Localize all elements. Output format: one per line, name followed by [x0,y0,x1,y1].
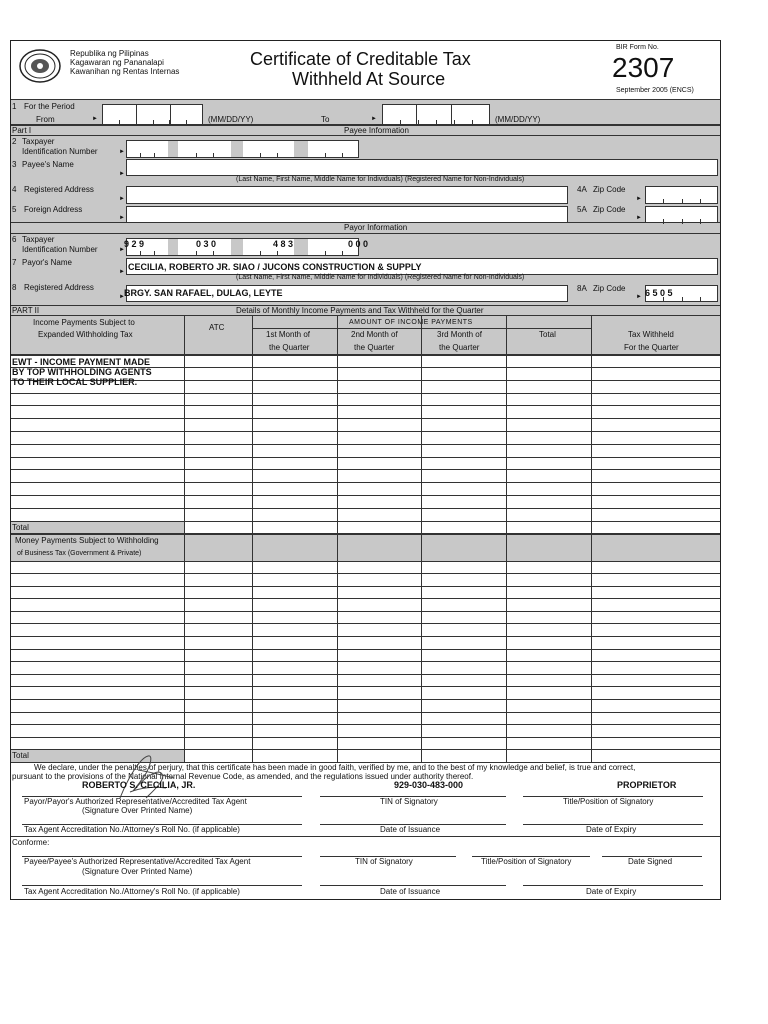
tin-separator [231,239,243,255]
col-m3-1: 3rd Month of [437,330,482,339]
table-column-line [184,316,185,762]
col-amount: AMOUNT OF INCOME PAYMENTS [349,319,473,326]
box-tick [418,120,419,125]
payee-zip-label: Zip Code [593,185,626,194]
table-row-line [11,457,720,458]
table-column-line [506,316,507,762]
payor-address-label: Registered Address [24,283,94,292]
box-tick [260,251,261,256]
payee-tin-label2: Identification Number [22,147,98,156]
col-m3-2: the Quarter [439,343,480,352]
col-m2-2: the Quarter [354,343,395,352]
arrow-right-icon: ► [119,196,125,202]
signer-name: ROBERTO S. CECILIA, JR. [82,780,196,790]
date-divider [416,104,417,125]
table-row-line [11,495,720,496]
payor-zip-num: 8A [577,284,587,293]
tin-separator [168,239,178,255]
payor-address-value: BRGY. SAN RAFAEL, DULAG, LEYTE [124,288,283,298]
table-row-line [11,469,720,470]
period-to-hint: (MM/DD/YY) [495,115,541,124]
arrow-right-icon: ► [92,116,98,122]
table-column-line [421,316,422,762]
box-tick [400,120,401,125]
payee-address-num: 4 [12,185,17,194]
part1-title: Payee Information [344,126,409,135]
title-signatory-label-2: Title/Position of Signatory [481,857,572,866]
tin-signatory-label-2: TIN of Signatory [355,857,413,866]
payor-tin-group4: 0 0 0 [348,239,369,249]
box-tick [277,153,278,158]
payor-name-label: Payor's Name [22,258,72,267]
foreign-address-num: 5 [12,205,17,214]
form-label: BIR Form No. [616,44,659,51]
period-to-label: To [321,115,330,124]
col-m1-1: 1st Month of [266,330,311,339]
payor-rep-sub: (Signature Over Printed Name) [82,806,193,815]
agency-line2: Kagawaran ng Pananalapi [70,58,164,67]
declaration-text1: We declare, under the penalties of perjury, that this certificate has been made in good faith, verified by me, and to the best of my knowledge and belief, is true and correct, [34,763,636,772]
arrow-right-icon: ► [119,294,125,300]
box-tick [700,297,701,302]
table-row-line [11,649,720,650]
table-row-line [11,598,720,599]
table-row-line [11,724,720,725]
form-number: 2307 [612,52,675,83]
table-row-line [11,573,720,574]
date-divider [170,104,171,125]
tin-separator [294,141,308,157]
part2-label: PART II [12,306,40,315]
box-tick [325,153,326,158]
period-from-hint: (MM/DD/YY) [208,115,254,124]
payor-rep-label: Payor/Payor's Authorized Representative/Accredited Tax Agent [24,797,247,806]
period-num: 1 [12,102,17,111]
date-divider [451,104,452,125]
entry-line2: BY TOP WITHHOLDING AGENTS [12,367,152,377]
accreditation-label-2: Tax Agent Accreditation No./Attorney's Roll No. (if applicable) [24,887,240,896]
payor-tin-group1: 9 2 9 [124,239,145,249]
table-row-line [11,636,720,637]
payee-name-hint: (Last Name, First Name, Middle Name for Individuals) (Registered Name for Non-Individuals) [236,176,525,183]
payor-zip-value: 6 5 0 5 [645,288,673,298]
agency-line3: Kawanihan ng Rentas Internas [70,67,180,76]
box-tick [140,153,141,158]
table-row-line [11,405,720,406]
col-tax-2: For the Quarter [624,343,679,352]
payee-name-field[interactable] [126,159,718,176]
table-row-line [11,534,720,535]
tin-separator [168,141,178,157]
col-atc: ATC [209,323,225,332]
payor-tin-group3: 4 8 3 [273,239,294,249]
date-expiry-label: Date of Expiry [586,825,637,834]
box-tick [325,251,326,256]
conforme-label: Conforme: [12,838,50,847]
entry-line3: TO THEIR LOCAL SUPPLIER. [12,377,138,387]
table-row-line [11,737,720,738]
table-column-line [591,316,592,762]
table-row-line [11,431,720,432]
payor-name-num: 7 [12,258,17,267]
table-row-line [11,686,720,687]
box-tick [700,199,701,204]
table-row-line [11,586,720,587]
arrow-right-icon: ► [371,116,377,122]
payee-name-num: 3 [12,160,17,169]
arrow-right-icon: ► [119,215,125,221]
box-tick [140,251,141,256]
form-version: September 2005 (ENCS) [616,87,694,94]
payee-zip-num: 4A [577,185,587,194]
total-label-1: Total [12,523,29,532]
box-tick [154,153,155,158]
box-tick [342,153,343,158]
period-from-label: From [36,115,55,124]
table-row-line [11,561,720,562]
table-row-line [11,699,720,700]
date-issuance-label-2: Date of Issuance [380,887,441,896]
money-label-2: of Business Tax (Government & Private) [17,550,142,557]
entry-line1: EWT - INCOME PAYMENT MADE [12,357,151,367]
payor-name-hint: (Last Name, First Name, Middle Name for Individuals) (Registered Name for Non-Individuals) [236,274,525,281]
accreditation-label: Tax Agent Accreditation No./Attorney's Roll No. (if applicable) [24,825,240,834]
box-tick [700,219,701,224]
box-tick [277,251,278,256]
payor-zip-label: Zip Code [593,284,626,293]
money-label-1: Money Payments Subject to Withholding [15,536,159,545]
table-row-line [11,508,720,509]
box-tick [682,199,683,204]
payor-tin-num: 6 [12,235,17,244]
agency-line1: Republika ng Pilipinas [70,49,149,58]
period-label: For the Period [24,102,75,111]
total-label-2: Total [12,751,29,760]
col-m2-1: 2nd Month of [351,330,398,339]
box-tick [682,219,683,224]
arrow-right-icon: ► [119,149,125,155]
table-row-line [11,482,720,483]
payor-address-num: 8 [12,283,17,292]
tin-signatory-label: TIN of Signatory [380,797,438,806]
form-title-line2: Withheld At Source [292,69,446,89]
signer-tin: 929-030-483-000 [394,780,464,790]
foreign-zip-label: Zip Code [593,205,626,214]
table-row-line [11,444,720,445]
form-title-line1: Certificate of Creditable Tax [250,49,471,69]
part1-label: Part I [12,126,32,135]
col-tax-1: Tax Withheld [628,330,674,339]
box-tick [663,199,664,204]
payee-tin-label1: Taxpayer [22,137,55,146]
date-signed-label: Date Signed [628,857,673,866]
arrow-right-icon: ► [119,171,125,177]
box-tick [186,120,187,125]
payor-tin-label2: Identification Number [22,245,98,254]
arrow-right-icon: ► [636,196,642,202]
date-divider [136,104,137,125]
col-income-2: Expanded Withholding Tax [38,330,133,339]
box-tick [119,120,120,125]
table-row-line [11,623,720,624]
arrow-right-icon: ► [119,269,125,275]
arrow-right-icon: ► [636,294,642,300]
payor-tin-label1: Taxpayer [22,235,55,244]
tin-separator [231,141,243,157]
table-column-line [337,316,338,762]
table-row-line [11,355,720,356]
box-tick [213,251,214,256]
date-issuance-label: Date of Issuance [380,825,441,834]
payor-tin-group2: 0 3 0 [196,239,217,249]
date-expiry-label-2: Date of Expiry [586,887,637,896]
col-income-1: Income Payments Subject to [33,318,135,327]
payee-rep-sub: (Signature Over Printed Name) [82,867,193,876]
payor-title: Payor Information [344,223,408,232]
arrow-right-icon: ► [119,247,125,253]
box-tick [454,120,455,125]
title-signatory-label: Title/Position of Signatory [563,797,654,806]
payor-name-value: CECILIA, ROBERTO JR. SIAO / JUCONS CONSTRUCTION & SUPPLY [128,262,422,272]
declaration-text2: pursuant to the provisions of the National Internal Revenue Code, as amended, and the regulations issued under authority thereof. [12,772,474,781]
foreign-address-label: Foreign Address [24,205,83,214]
table-row-line [11,521,720,522]
part2-title: Details of Monthly Income Payments and Tax Withheld for the Quarter [236,306,484,315]
payee-address-field[interactable] [126,186,568,204]
col-m1-2: the Quarter [269,343,310,352]
box-tick [663,297,664,302]
payee-tin-num: 2 [12,137,17,146]
col-total: Total [539,330,556,339]
table-row-line [11,611,720,612]
box-tick [260,153,261,158]
table-row-line [11,393,720,394]
box-tick [196,153,197,158]
box-tick [196,251,197,256]
box-tick [436,120,437,125]
table-row-line [11,418,720,419]
tin-separator [294,239,308,255]
box-tick [154,251,155,256]
table-row-line [11,712,720,713]
box-tick [472,120,473,125]
box-tick [663,219,664,224]
payee-name-label: Payee's Name [22,160,74,169]
signer-title: PROPRIETOR [617,780,677,790]
bir-seal-icon [18,48,62,84]
table-column-line [252,316,253,762]
payee-address-label: Registered Address [24,185,94,194]
box-tick [342,251,343,256]
box-tick [682,297,683,302]
payee-rep-label: Payee/Payee's Authorized Representative/Accredited Tax Agent [24,857,251,866]
box-tick [153,120,154,125]
foreign-zip-num: 5A [577,205,587,214]
box-tick [213,153,214,158]
table-row-line [11,661,720,662]
table-row-line [11,674,720,675]
arrow-right-icon: ► [636,215,642,221]
